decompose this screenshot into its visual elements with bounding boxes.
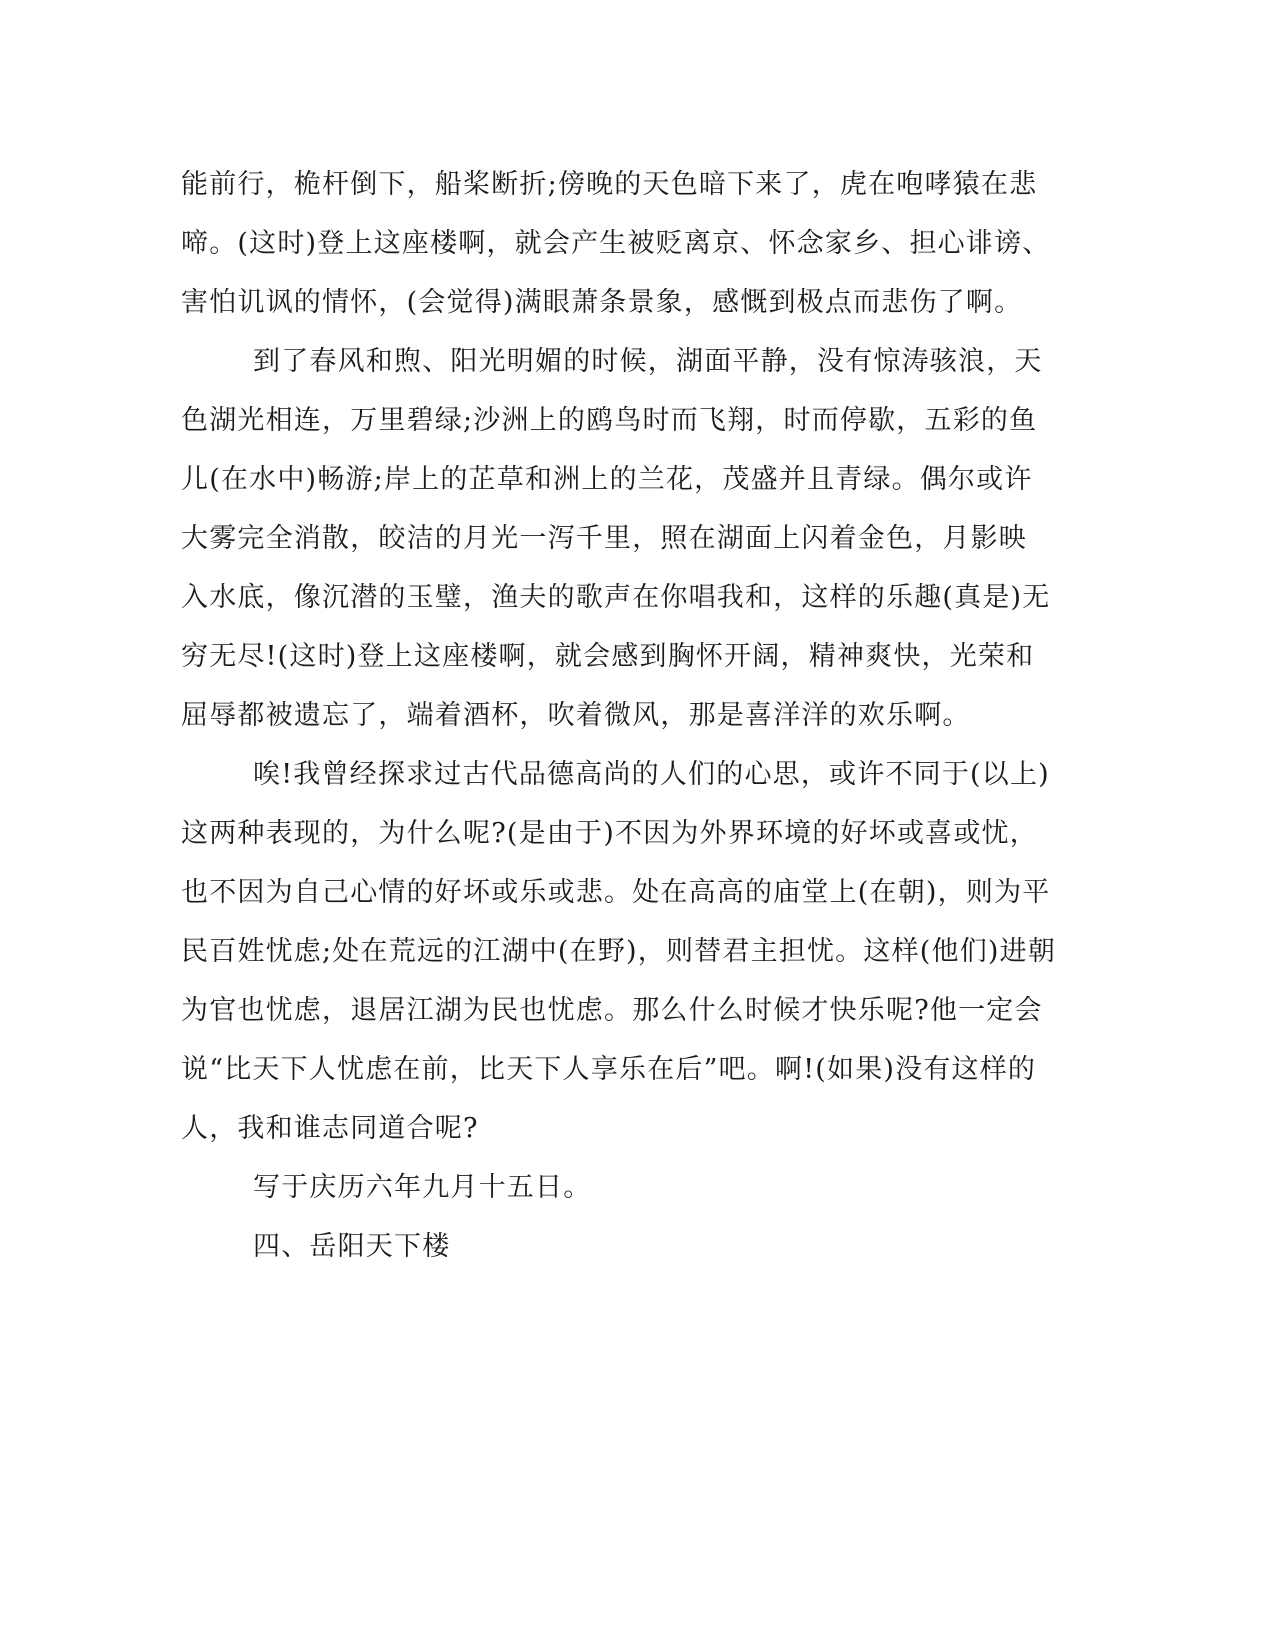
text-line: 人，我和谁志同道合呢? xyxy=(181,1113,479,1144)
paragraph-5 xyxy=(181,1217,1031,1276)
text-line: 也不因为自己心情的好坏或乐或悲。处在高高的庙堂上(在朝)，则为平 xyxy=(181,877,1051,908)
text-line: 儿(在水中)畅游;岸上的芷草和洲上的兰花，茂盛并且青绿。偶尔或许 xyxy=(181,464,1033,495)
text-line: 色湖光相连，万里碧绿;沙洲上的鸥鸟时而飞翔，时而停歇，五彩的鱼 xyxy=(181,405,1038,436)
document-body xyxy=(181,155,1057,1276)
text-line: 为官也忧虑，退居江湖为民也忧虑。那么什么时候才快乐呢?他一定会 xyxy=(181,995,1043,1026)
text-line: 能前行，桅杆倒下，船桨断折;傍晚的天色暗下来了，虎在咆哮猿在悲 xyxy=(181,169,1038,200)
paragraph-3 xyxy=(181,745,1057,1158)
text-line: 这两种表现的，为什么呢?(是由于)不因为外界环境的好坏或喜或忧， xyxy=(181,818,1038,849)
text-line: 说“比天下人忧虑在前，比天下人享乐在后”吧。啊!(如果)没有这样的 xyxy=(181,1054,1037,1085)
text-line: 啼。(这时)登上这座楼啊，就会产生被贬离京、怀念家乡、担心诽谤、 xyxy=(181,228,1051,259)
text-line: 民百姓忧虑;处在荒远的江湖中(在野)，则替君主担忧。这样(他们)进朝 xyxy=(181,936,1057,967)
text-line: 大雾完全消散，皎洁的月光一泻千里，照在湖面上闪着金色，月影映 xyxy=(181,523,1027,554)
paragraph-1 xyxy=(181,155,1051,332)
text-line: 屈辱都被遗忘了，端着酒杯，吹着微风，那是喜洋洋的欢乐啊。 xyxy=(181,700,971,731)
paragraph-4 xyxy=(181,1158,1031,1217)
text-line: 唉!我曾经探求过古代品德高尚的人们的心思，或许不同于(以上) xyxy=(253,759,1050,790)
text-line: 穷无尽!(这时)登上这座楼啊，就会感到胸怀开阔，精神爽快，光荣和 xyxy=(181,641,1035,672)
section-heading: 四、岳阳天下楼 xyxy=(253,1231,451,1262)
text-line: 到了春风和煦、阳光明媚的时候，湖面平静，没有惊涛骇浪，天 xyxy=(253,346,1043,377)
date-line: 写于庆历六年九月十五日。 xyxy=(253,1172,592,1203)
paragraph-2 xyxy=(181,332,1051,745)
text-line: 入水底，像沉潜的玉璧，渔夫的歌声在你唱我和，这样的乐趣(真是)无 xyxy=(181,582,1051,613)
text-line: 害怕讥讽的情怀，(会觉得)满眼萧条景象，感慨到极点而悲伤了啊。 xyxy=(181,287,1023,318)
